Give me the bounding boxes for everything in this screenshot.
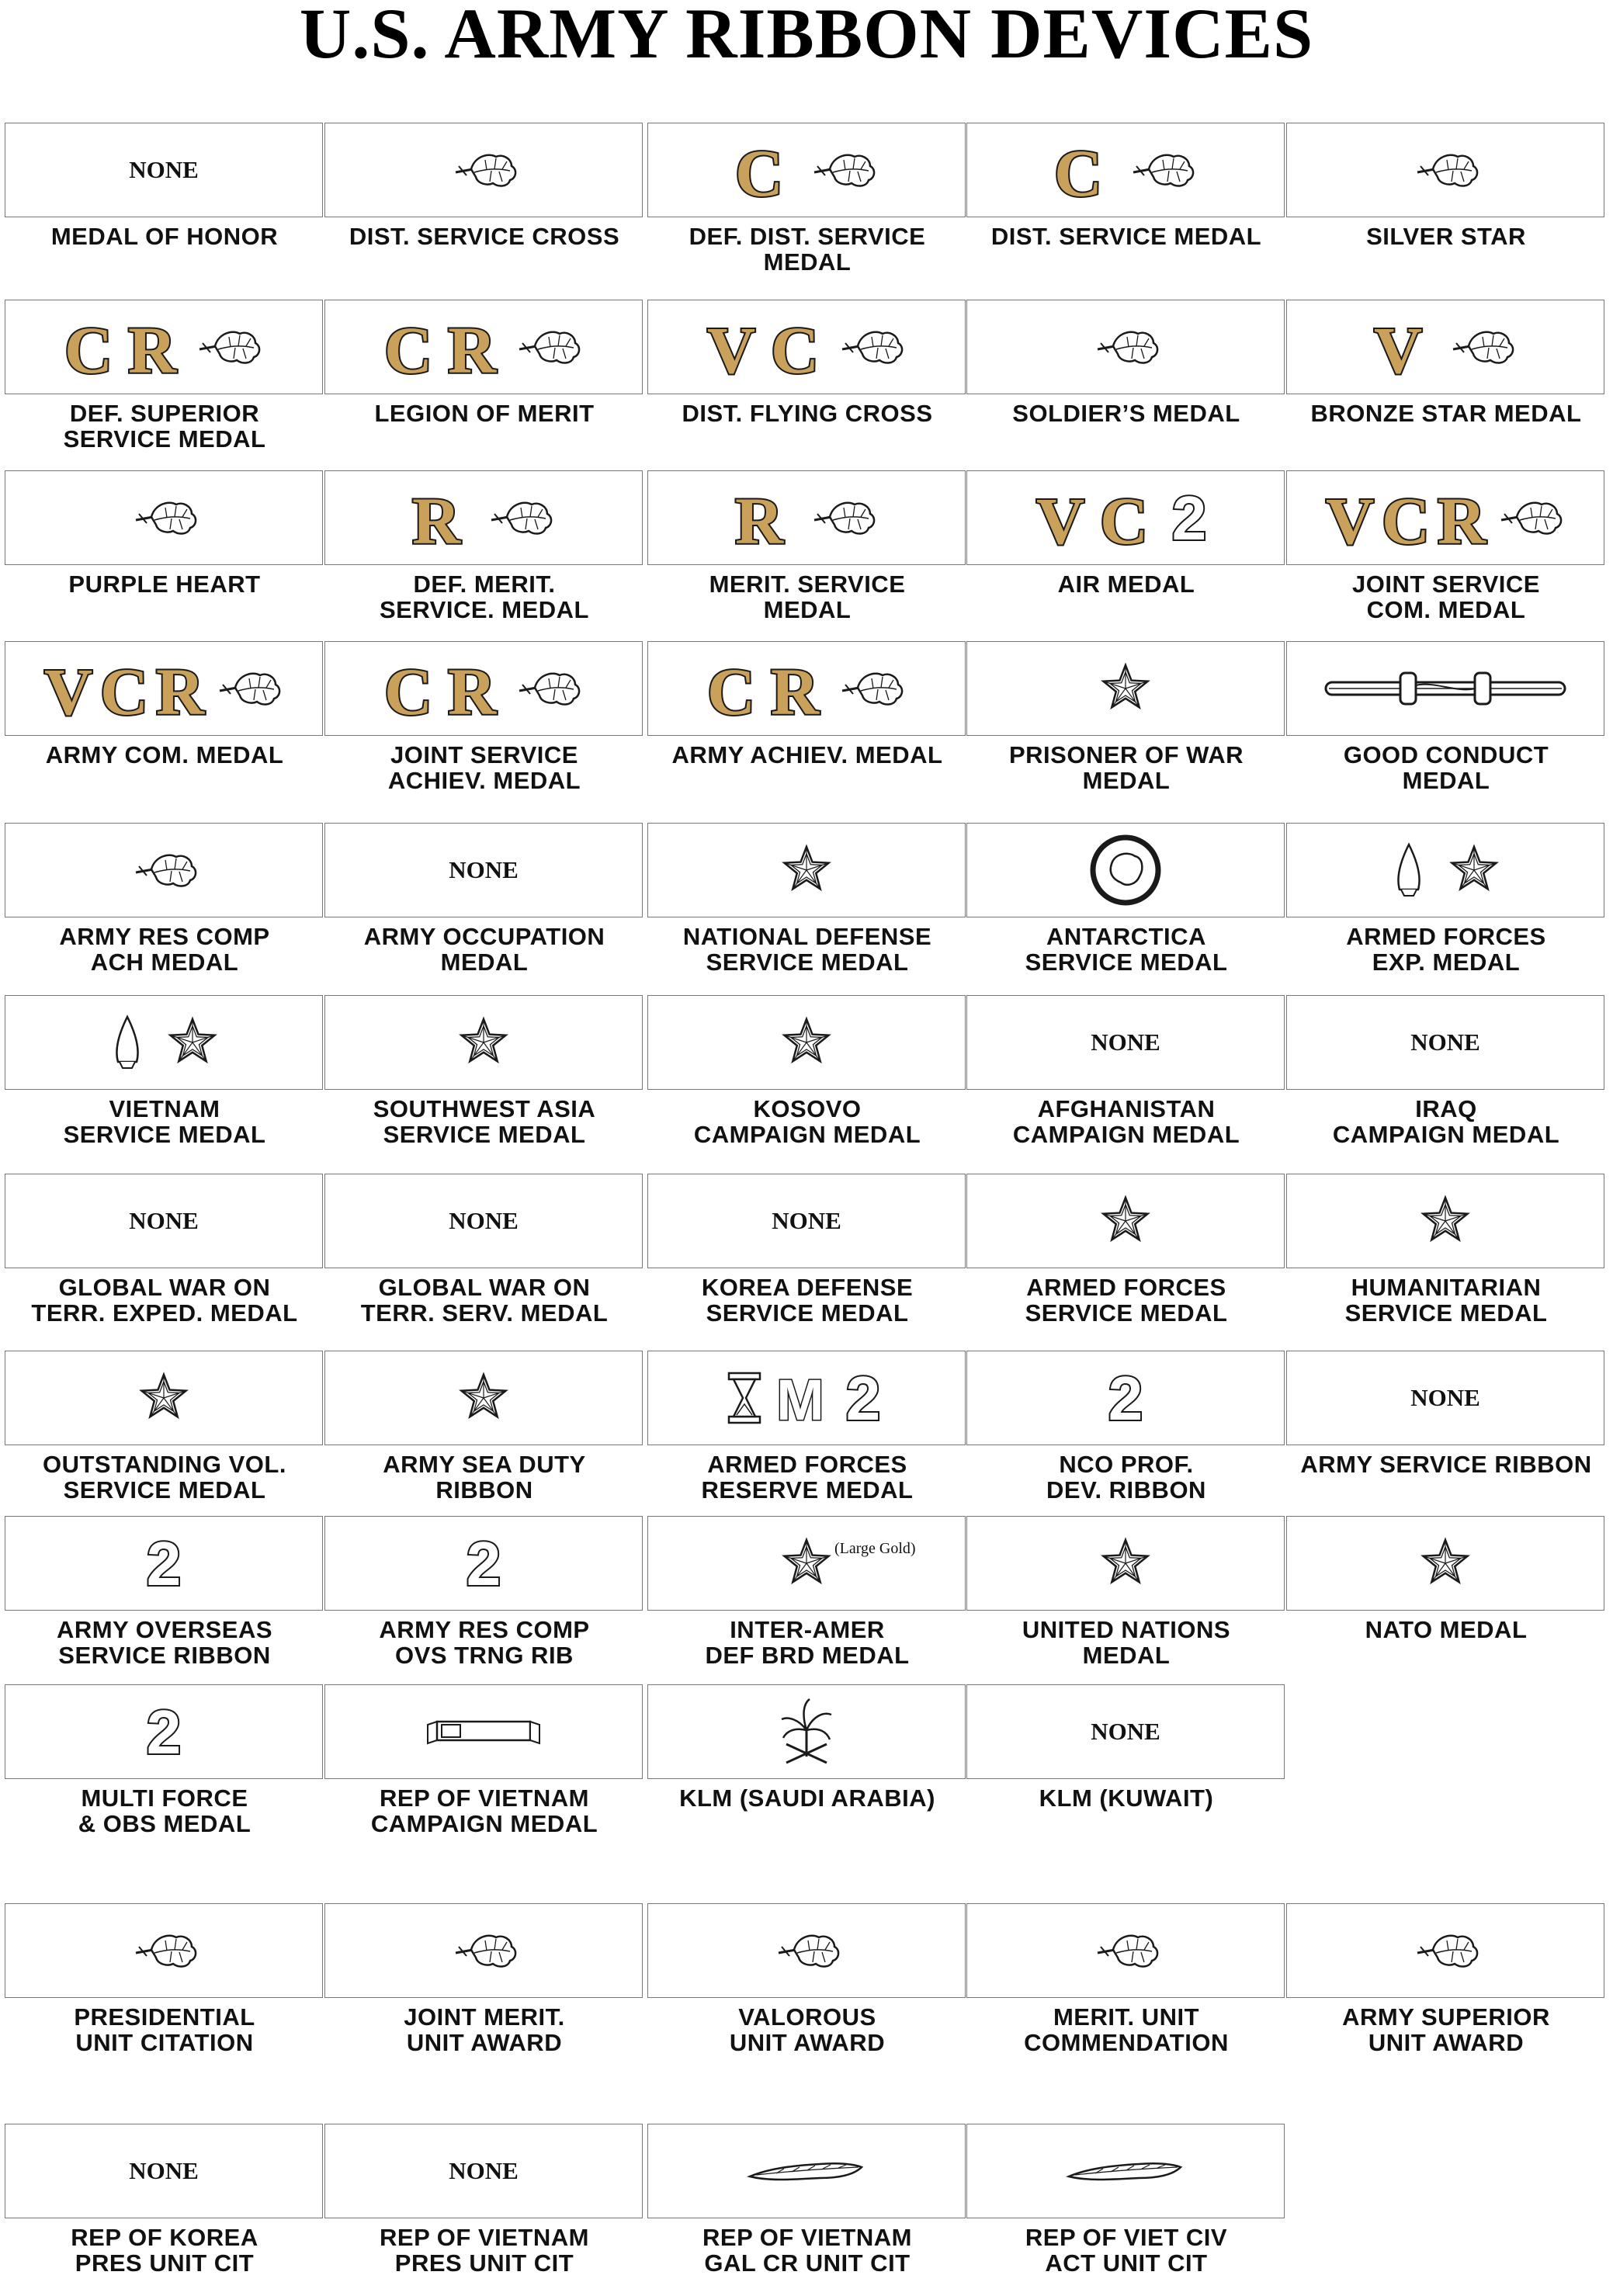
ribbon-device-box xyxy=(324,1351,643,1445)
ribbon-name-label: VIETNAM SERVICE MEDAL xyxy=(63,1095,266,1148)
ribbon-device-box xyxy=(5,300,323,394)
letter-c-device-icon xyxy=(1053,136,1103,210)
svg-text:C: C xyxy=(1381,484,1431,558)
ribbon-device-box xyxy=(966,1903,1285,1998)
service-star-icon xyxy=(1420,1196,1470,1246)
ribbon-device-box xyxy=(324,641,643,736)
ribbon-name-label: MERIT. UNIT COMMENDATION xyxy=(1024,2003,1229,2056)
svg-text:R: R xyxy=(770,654,820,729)
ribbon-entry xyxy=(5,300,324,452)
ribbon-device-box xyxy=(966,1516,1285,1611)
ribbon-entry xyxy=(5,123,324,249)
svg-text:C: C xyxy=(99,654,149,729)
ribbon-entry xyxy=(966,823,1286,975)
ribbon-name-label: NATIONAL DEFENSE SERVICE MEDAL xyxy=(682,923,932,976)
ribbon-name-label: ARMED FORCES SERVICE MEDAL xyxy=(1025,1274,1228,1327)
oak-leaf-cluster-icon xyxy=(1445,326,1517,368)
ribbon-entry xyxy=(1286,470,1606,623)
ribbon-entry xyxy=(966,1351,1286,1503)
ribbon-device-box xyxy=(5,995,323,1090)
ribbon-device-box xyxy=(647,2124,966,2218)
oak-leaf-cluster-icon xyxy=(771,1930,842,1972)
ribbon-device-box xyxy=(647,470,966,565)
ribbon-entry xyxy=(5,823,324,975)
ribbon-name-label: PRESIDENTIAL UNIT CITATION xyxy=(74,2003,255,2056)
ribbon-device-box xyxy=(5,823,323,917)
ribbon-entry xyxy=(1286,1174,1606,1326)
ribbon-entry xyxy=(647,641,967,768)
ribbon-name-label: ARMY ACHIEV. MEDAL xyxy=(671,741,943,768)
svg-text:2: 2 xyxy=(466,1529,501,1598)
ribbon-device-box xyxy=(5,470,323,565)
good-conduct-clasp-icon xyxy=(1321,662,1570,715)
ribbon-name-label: JOINT MERIT. UNIT AWARD xyxy=(404,2003,565,2056)
ribbon-name-label: NCO PROF. DEV. RIBBON xyxy=(1046,1451,1206,1503)
svg-text:R: R xyxy=(447,654,497,729)
antarctica-disc-icon xyxy=(1088,833,1163,907)
numeral-2-device-icon xyxy=(458,1529,509,1598)
ribbon-device-box xyxy=(5,1516,323,1611)
no-device-text: NONE xyxy=(129,2157,199,2184)
svg-text:V: V xyxy=(43,654,93,729)
letter-c-device-icon xyxy=(383,654,433,729)
ribbon-entry xyxy=(647,2124,967,2276)
ribbon-entry xyxy=(324,470,644,623)
service-star-icon xyxy=(459,1373,508,1423)
ribbon-entry xyxy=(966,641,1286,793)
ribbon-entry xyxy=(5,1174,324,1326)
ribbon-device-box xyxy=(324,300,643,394)
no-device-text: NONE xyxy=(449,2157,519,2184)
ribbon-device-box xyxy=(324,1516,643,1611)
ribbon-device-box xyxy=(966,823,1285,917)
oak-leaf-cluster-icon xyxy=(484,497,555,539)
oak-leaf-cluster-icon xyxy=(806,149,878,191)
oak-leaf-cluster-icon xyxy=(1410,1930,1481,1972)
ribbon-device-box xyxy=(647,1684,966,1779)
ribbon-entry xyxy=(647,995,967,1147)
oak-leaf-cluster-icon xyxy=(1126,149,1197,191)
oak-leaf-cluster-icon xyxy=(448,149,519,191)
letter-r-device-icon xyxy=(411,484,461,558)
ribbon-entry xyxy=(324,1684,644,1836)
ribbon-entry xyxy=(647,470,967,623)
oak-leaf-cluster-icon xyxy=(212,668,283,709)
oak-leaf-cluster-icon xyxy=(128,497,199,539)
svg-text:2: 2 xyxy=(845,1364,881,1433)
no-device-text: NONE xyxy=(772,1207,841,1234)
ribbon-name-label: MERIT. SERVICE MEDAL xyxy=(709,571,906,623)
service-star-icon xyxy=(1101,1538,1150,1588)
letter-c-device-icon xyxy=(64,313,113,387)
service-star-icon xyxy=(1420,1538,1470,1588)
svg-text:M: M xyxy=(776,1368,824,1432)
ribbon-name-label: KLM (KUWAIT) xyxy=(1039,1784,1214,1812)
letter-c-device-icon xyxy=(770,313,820,387)
ribbon-device-box xyxy=(1286,470,1604,565)
ribbon-device-box xyxy=(647,300,966,394)
numeral-2-device-icon xyxy=(138,1529,189,1598)
ribbon-name-label: ARMY OCCUPATION MEDAL xyxy=(363,923,605,976)
ribbon-entry xyxy=(647,1516,967,1668)
service-star-icon xyxy=(782,1538,831,1588)
svg-text:C: C xyxy=(383,313,433,387)
oak-leaf-cluster-icon xyxy=(1090,326,1161,368)
ribbon-device-box xyxy=(1286,641,1604,736)
svg-text:C: C xyxy=(383,654,433,729)
ribbon-device-box xyxy=(966,123,1285,217)
ribbon-name-label: AIR MEDAL xyxy=(1057,571,1195,598)
letter-r-device-icon xyxy=(770,654,820,729)
ribbon-name-label: DIST. SERVICE MEDAL xyxy=(990,223,1262,250)
ribbon-entry xyxy=(324,123,644,249)
ribbon-device-box xyxy=(1286,1351,1604,1445)
no-device-text: NONE xyxy=(1410,1384,1480,1411)
svg-text:R: R xyxy=(1437,484,1486,558)
ribbon-device-box xyxy=(324,470,643,565)
svg-text:R: R xyxy=(127,313,177,387)
numeral-2-device-icon xyxy=(1100,1364,1151,1433)
ribbon-name-label: DIST. SERVICE CROSS xyxy=(349,223,620,250)
ribbon-name-label: REP OF VIETNAM PRES UNIT CIT xyxy=(380,2224,589,2277)
ribbon-entry xyxy=(1286,1903,1606,2055)
ribbon-entry xyxy=(324,1174,644,1326)
ribbon-entry xyxy=(324,1903,644,2055)
svg-text:C: C xyxy=(64,313,113,387)
ribbon-name-label: MEDAL OF HONOR xyxy=(50,223,279,250)
arrowhead-device-icon xyxy=(1392,841,1426,899)
no-device-text: NONE xyxy=(1091,1028,1160,1056)
ribbon-device-box xyxy=(5,1174,323,1268)
svg-text:2: 2 xyxy=(146,1698,182,1767)
ribbon-entry xyxy=(647,1903,967,2055)
ribbon-entry xyxy=(647,823,967,975)
ribbon-device-box xyxy=(647,123,966,217)
oak-leaf-cluster-icon xyxy=(1493,497,1565,539)
ribbon-entry xyxy=(1286,1351,1606,1477)
ribbon-name-label: KOREA DEFENSE SERVICE MEDAL xyxy=(701,1274,914,1327)
ribbon-entry xyxy=(324,1351,644,1503)
ribbon-device-box xyxy=(966,1351,1285,1445)
svg-text:R: R xyxy=(411,484,461,558)
ribbon-entry xyxy=(5,1903,324,2055)
ribbon-entry xyxy=(966,995,1286,1147)
vietnam-campaign-bar-icon xyxy=(423,1715,544,1748)
ribbon-name-label: REP OF VIET CIV ACT UNIT CIT xyxy=(1025,2224,1228,2277)
ribbon-device-box xyxy=(324,1684,643,1779)
ribbon-device-box xyxy=(1286,823,1604,917)
ribbon-device-box xyxy=(966,995,1285,1090)
ribbon-device-box xyxy=(647,823,966,917)
ribbon-device-box xyxy=(324,1903,643,1998)
ribbon-entry xyxy=(966,1903,1286,2055)
no-device-text: NONE xyxy=(449,856,519,883)
letter-c-device-icon xyxy=(1381,484,1431,558)
oak-leaf-cluster-icon xyxy=(1090,1930,1161,1972)
ribbon-entry xyxy=(966,1684,1286,1811)
ribbon-entry xyxy=(966,2124,1286,2276)
ribbon-name-label: ANTARCTICA SERVICE MEDAL xyxy=(1025,923,1228,976)
page-title: U.S. ARMY RIBBON DEVICES xyxy=(299,0,1314,73)
ribbon-entry xyxy=(1286,641,1606,793)
ribbon-entry xyxy=(966,300,1286,426)
ribbon-entry xyxy=(324,300,644,426)
letter-v-device-icon xyxy=(1373,313,1423,387)
service-star-icon xyxy=(1449,845,1499,895)
ribbon-name-label: JOINT SERVICE ACHIEV. MEDAL xyxy=(387,741,581,794)
no-device-text: NONE xyxy=(129,1207,199,1234)
ribbon-device-box xyxy=(966,2124,1285,2218)
oak-leaf-cluster-icon xyxy=(512,668,583,709)
ribbon-entry xyxy=(5,641,324,768)
ribbon-name-label: BRONZE STAR MEDAL xyxy=(1310,400,1582,427)
ribbon-device-box xyxy=(5,1684,323,1779)
ribbon-name-label: UNITED NATIONS MEDAL xyxy=(1022,1616,1231,1669)
no-device-text: NONE xyxy=(129,156,199,183)
ribbon-device-box xyxy=(966,470,1285,565)
ribbon-name-label: AFGHANISTAN CAMPAIGN MEDAL xyxy=(1012,1095,1240,1148)
service-star-icon xyxy=(782,845,831,895)
palm-branch-icon xyxy=(745,2155,868,2187)
ribbon-name-label: REP OF VIETNAM CAMPAIGN MEDAL xyxy=(370,1784,598,1837)
service-star-icon xyxy=(459,1018,508,1067)
ribbon-name-label: OUTSTANDING VOL. SERVICE MEDAL xyxy=(43,1451,286,1503)
ribbon-name-label: ARMED FORCES EXP. MEDAL xyxy=(1346,923,1546,976)
service-star-icon xyxy=(782,1018,831,1067)
ribbon-name-label: SILVER STAR xyxy=(1366,223,1526,250)
ribbon-device-box xyxy=(5,1903,323,1998)
service-star-icon xyxy=(139,1373,189,1423)
ribbon-name-label: IRAQ CAMPAIGN MEDAL xyxy=(1332,1095,1560,1148)
ribbon-entry xyxy=(647,1684,967,1811)
ribbon-entry xyxy=(324,995,644,1147)
ribbon-entry xyxy=(647,1174,967,1326)
svg-text:V: V xyxy=(1325,484,1375,558)
ribbon-name-label: JOINT SERVICE COM. MEDAL xyxy=(1352,571,1540,623)
ribbon-device-box xyxy=(647,995,966,1090)
numeral-2-device-icon xyxy=(838,1364,889,1433)
letter-c-device-icon xyxy=(383,313,433,387)
letter-c-device-icon xyxy=(734,136,784,210)
ribbon-device-box xyxy=(5,2124,323,2218)
ribbon-entry xyxy=(647,300,967,426)
ribbon-device-box xyxy=(1286,123,1604,217)
oak-leaf-cluster-icon xyxy=(448,1930,519,1972)
ribbon-device-box xyxy=(1286,300,1604,394)
ribbon-device-box xyxy=(966,1684,1285,1779)
letter-v-device-icon xyxy=(1035,484,1085,558)
numeral-2-device-icon xyxy=(138,1698,189,1767)
numeral-2-device-icon xyxy=(1164,484,1215,553)
ribbon-device-box xyxy=(324,2124,643,2218)
ribbon-name-label: ARMY SUPERIOR UNIT AWARD xyxy=(1342,2003,1550,2056)
ribbon-name-label: DEF. MERIT. SERVICE. MEDAL xyxy=(380,571,589,623)
svg-text:V: V xyxy=(1373,313,1423,387)
palm-branch-icon xyxy=(1064,2155,1187,2187)
ribbon-device-box xyxy=(647,641,966,736)
ribbon-entry xyxy=(1286,823,1606,975)
ribbon-name-label: DEF. SUPERIOR SERVICE MEDAL xyxy=(63,400,266,453)
oak-leaf-cluster-icon xyxy=(128,1930,199,1972)
ribbon-name-label: DEF. DIST. SERVICE MEDAL xyxy=(689,223,926,276)
ribbon-device-box xyxy=(647,1351,966,1445)
ribbon-name-label: ARMY RES COMP ACH MEDAL xyxy=(59,923,270,976)
ribbon-name-label: MULTI FORCE & OBS MEDAL xyxy=(78,1784,251,1837)
ribbon-name-label: GLOBAL WAR ON TERR. SERV. MEDAL xyxy=(360,1274,609,1327)
svg-text:C: C xyxy=(1053,136,1103,210)
letter-r-device-icon xyxy=(734,484,784,558)
svg-text:C: C xyxy=(770,313,820,387)
letter-r-device-icon xyxy=(447,313,497,387)
ribbon-device-box xyxy=(5,123,323,217)
ribbon-entry xyxy=(324,1516,644,1668)
ribbon-name-label: VALOROUS UNIT AWARD xyxy=(729,2003,886,2056)
oak-leaf-cluster-icon xyxy=(1410,149,1481,191)
ribbon-name-label: INTER-AMER DEF BRD MEDAL xyxy=(705,1616,910,1669)
svg-text:C: C xyxy=(1099,484,1149,558)
ribbon-name-label: ARMY OVERSEAS SERVICE RIBBON xyxy=(56,1616,273,1669)
ribbon-entry xyxy=(5,1351,324,1503)
ribbon-device-box xyxy=(966,1174,1285,1268)
service-star-icon xyxy=(1101,1196,1150,1246)
ribbon-name-label: ARMY SEA DUTY RIBBON xyxy=(383,1451,586,1503)
service-star-icon xyxy=(168,1018,217,1067)
no-device-text: NONE xyxy=(449,1207,519,1234)
ribbon-entry xyxy=(966,1516,1286,1668)
ribbon-entry xyxy=(1286,123,1606,249)
letter-v-device-icon xyxy=(706,313,756,387)
no-device-text: NONE xyxy=(1091,1718,1160,1745)
ribbon-entry xyxy=(324,2124,644,2276)
ribbon-name-label: ARMED FORCES RESERVE MEDAL xyxy=(701,1451,914,1503)
ribbon-device-box xyxy=(324,123,643,217)
letter-r-device-icon xyxy=(127,313,177,387)
svg-text:C: C xyxy=(734,136,784,210)
ribbon-name-label: SOLDIER’S MEDAL xyxy=(1012,400,1240,427)
ribbon-entry xyxy=(966,123,1286,249)
ribbon-name-label: REP OF KOREA PRES UNIT CIT xyxy=(71,2224,258,2277)
ribbon-name-label: NATO MEDAL xyxy=(1365,1616,1528,1643)
ribbon-device-box xyxy=(324,1174,643,1268)
ribbon-entry xyxy=(1286,1516,1606,1642)
ribbon-device-box xyxy=(1286,1903,1604,1998)
ribbon-name-label: KLM (SAUDI ARABIA) xyxy=(679,1784,935,1812)
ribbon-device-box xyxy=(1286,1174,1604,1268)
letter-v-device-icon xyxy=(43,654,93,729)
svg-text:V: V xyxy=(706,313,756,387)
ribbon-entry xyxy=(647,123,967,275)
letter-v-device-icon xyxy=(1325,484,1375,558)
ribbon-name-label: DIST. FLYING CROSS xyxy=(682,400,933,427)
ribbon-name-label: LEGION OF MERIT xyxy=(374,400,595,427)
oak-leaf-cluster-icon xyxy=(834,326,906,368)
ribbon-name-label: REP OF VIETNAM GAL CR UNIT CIT xyxy=(702,2224,912,2277)
palm-tree-swords-icon xyxy=(775,1696,838,1767)
ribbon-device-box xyxy=(647,1903,966,1998)
hourglass-device-icon xyxy=(724,1370,765,1426)
svg-text:2: 2 xyxy=(146,1529,182,1598)
ribbon-entry xyxy=(5,1684,324,1836)
svg-text:R: R xyxy=(155,654,205,729)
svg-text:2: 2 xyxy=(1171,484,1207,553)
ribbon-device-box xyxy=(1286,995,1604,1090)
ribbon-name-label: ARMY SERVICE RIBBON xyxy=(1300,1451,1592,1478)
ribbon-device-box xyxy=(5,641,323,736)
ribbon-name-label: KOSOVO CAMPAIGN MEDAL xyxy=(693,1095,921,1148)
ribbon-entry xyxy=(5,470,324,597)
letter-m-device-icon xyxy=(776,1368,824,1432)
ribbon-device-box xyxy=(966,641,1285,736)
letter-c-device-icon xyxy=(1099,484,1149,558)
arrowhead-device-icon xyxy=(110,1014,144,1071)
oak-leaf-cluster-icon xyxy=(512,326,583,368)
svg-text:2: 2 xyxy=(1108,1364,1143,1433)
ribbon-name-label: PURPLE HEART xyxy=(68,571,261,598)
ribbon-device-box xyxy=(324,995,643,1090)
oak-leaf-cluster-icon xyxy=(192,326,263,368)
oak-leaf-cluster-icon xyxy=(806,497,878,539)
oak-leaf-cluster-icon xyxy=(128,849,199,891)
ribbon-name-label: ARMY RES COMP OVS TRNG RIB xyxy=(379,1616,590,1669)
ribbon-device-box xyxy=(324,823,643,917)
ribbon-name-label: HUMANITARIAN SERVICE MEDAL xyxy=(1344,1274,1548,1327)
oak-leaf-cluster-icon xyxy=(834,668,906,709)
ribbon-name-label: GOOD CONDUCT MEDAL xyxy=(1343,741,1549,794)
ribbon-entry xyxy=(5,1516,324,1668)
letter-c-device-icon xyxy=(99,654,149,729)
ribbon-entry xyxy=(1286,995,1606,1147)
ribbon-entry xyxy=(324,641,644,793)
ribbon-entry xyxy=(966,470,1286,597)
ribbon-entry xyxy=(5,2124,324,2276)
svg-text:R: R xyxy=(447,313,497,387)
no-device-text: NONE xyxy=(1410,1028,1480,1056)
svg-text:R: R xyxy=(734,484,784,558)
ribbon-device-box xyxy=(647,1174,966,1268)
letter-r-device-icon xyxy=(1437,484,1486,558)
ribbon-entry xyxy=(324,823,644,975)
svg-text:C: C xyxy=(706,654,756,729)
svg-text:V: V xyxy=(1035,484,1085,558)
ribbon-entry xyxy=(966,1174,1286,1326)
letter-c-device-icon xyxy=(706,654,756,729)
letter-r-device-icon xyxy=(155,654,205,729)
ribbon-device-box xyxy=(647,1516,966,1611)
ribbon-device-box xyxy=(966,300,1285,394)
ribbon-name-label: PRISONER OF WAR MEDAL xyxy=(1008,741,1244,794)
ribbon-name-label: SOUTHWEST ASIA SERVICE MEDAL xyxy=(373,1095,596,1148)
ribbon-device-box xyxy=(1286,1516,1604,1611)
service-star-icon xyxy=(1101,664,1150,713)
letter-r-device-icon xyxy=(447,654,497,729)
ribbon-name-label: ARMY COM. MEDAL xyxy=(45,741,284,768)
ribbon-device-box xyxy=(5,1351,323,1445)
ribbon-name-label: GLOBAL WAR ON TERR. EXPED. MEDAL xyxy=(31,1274,298,1327)
ribbon-entry xyxy=(1286,300,1606,426)
ribbon-entry xyxy=(5,995,324,1147)
ribbon-entry xyxy=(647,1351,967,1503)
device-note: (Large Gold) xyxy=(834,1540,916,1557)
